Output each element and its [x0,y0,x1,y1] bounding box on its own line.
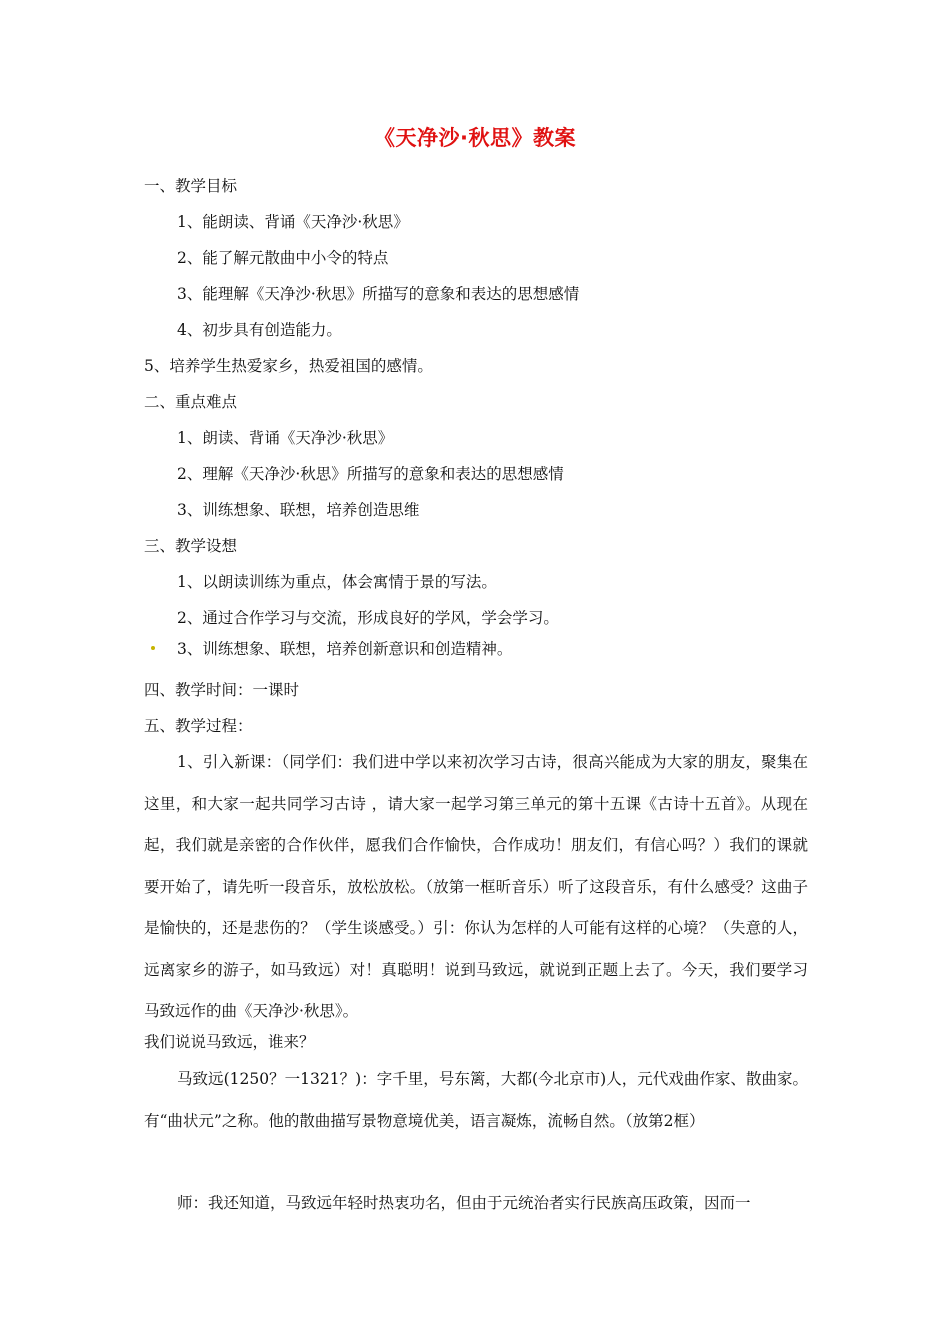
key-point-item: 3、训练想象、联想，培养创造思维 [177,501,420,519]
goal-item: 3、能理解《天净沙·秋思》所描写的意象和表达的思想感情 [177,285,580,303]
intro-paragraph: 1、引入新课：（同学们：我们进中学以来初次学习古诗，很高兴能成为大家的朋友，聚集在这里，和大家一起共同学习古诗 ，请大家一起学习第三单元的第十五课《古诗十五首》。从现在起，我们就是亲密的合作伙伴，愿我们合作愉快，合作成功！朋友们，有信心吗？）我们的课就要开始了，请先听一段音乐，放松放松。（放第一框昕音乐）听了这段音乐，有什么感受？这曲子是愉快的，还是悲伤的？（学生谈感受。）引：你认为怎样的人可能有这样的心境？（失意的人，远离家乡的游子，如马致远）对！真聪明！说到马致远，就说到正题上去了。今天，我们要学习马致远作的曲《天净沙·秋思》。 [144,753,808,1020]
goal-item: 5、培养学生热爱家乡，热爱祖国的感情。 [144,357,433,375]
section-heading-process: 五、教学过程： [144,717,253,735]
section-heading-time: 四、教学时间：一课时 [144,681,300,699]
stray-mark [151,646,155,650]
section-heading-plan: 三、教学设想 [144,537,238,555]
goal-item: 1、能朗读、背诵《天净沙·秋思》 [177,213,409,231]
question-line: 我们说说马致远，谁来？ [144,1033,315,1051]
goal-item: 2、能了解元散曲中小令的特点 [177,249,389,267]
plan-item: 1、以朗读训练为重点，体会寓情于景的写法。 [177,573,497,591]
goal-item: 4、初步具有创造能力。 [177,321,342,339]
document-title: 《天净沙·秋思》教案 [374,126,576,150]
bio-paragraph: 马致远(1250？一1321？)：字千里，号东篱，大都(今北京市)人，元代戏曲作家、散曲家。有“曲状元”之称。他的散曲描写景物意境优美，语言凝炼，流畅自然。（放第2框） [144,1070,808,1130]
key-point-item: 1、朗读、背诵《天净沙·秋思》 [177,429,394,447]
section-heading-goals: 一、教学目标 [144,177,238,195]
section-heading-key-points: 二、重点难点 [144,393,238,411]
teacher-paragraph: 师：我还知道，马致远年轻时热衷功名，但由于元统治者实行民族高压政策，因而一 [177,1194,751,1212]
key-point-item: 2、理解《天净沙·秋思》所描写的意象和表达的思想感情 [177,465,564,483]
plan-item: 3、训练想象、联想，培养创新意识和创造精神。 [177,640,513,658]
plan-item: 2、通过合作学习与交流，形成良好的学风，学会学习。 [177,609,559,627]
